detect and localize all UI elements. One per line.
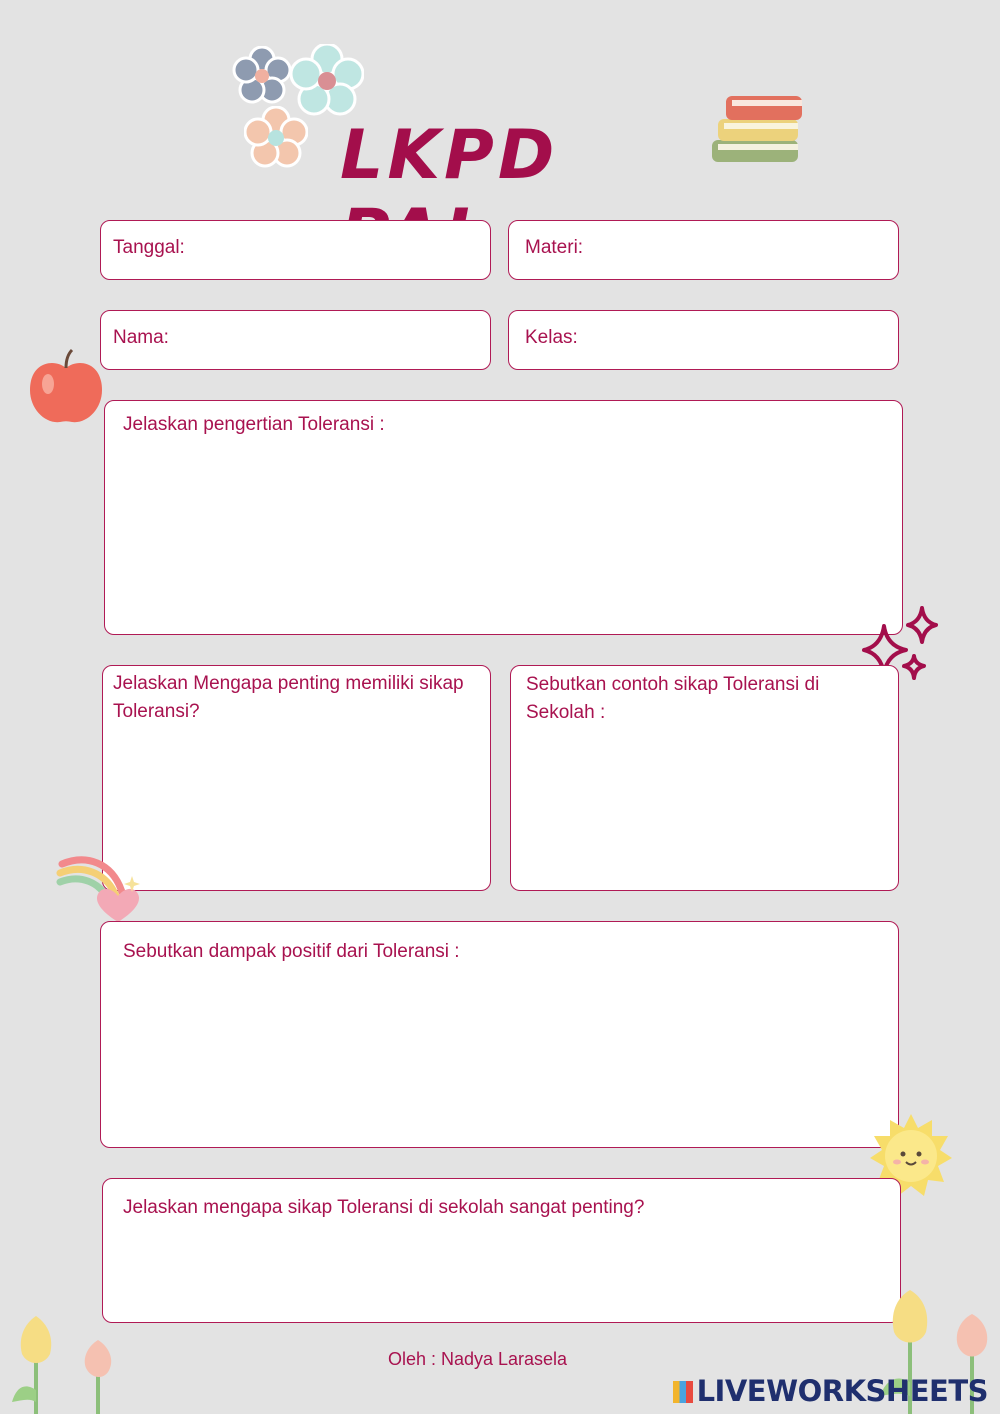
flower-peach-icon [244,106,308,170]
question-4-label: Sebutkan dampak positif dari Toleransi : [123,941,460,962]
question-2-label: Jelaskan Mengapa penting memiliki sikap Toleransi? [113,673,464,722]
question-1-label: Jelaskan pengertian Toleransi : [123,414,385,435]
tanggal-label: Tanggal: [113,237,185,258]
nama-label: Nama: [113,327,169,348]
materi-box [508,220,899,280]
kelas-label: Kelas: [525,327,578,348]
question-2-answer[interactable] [115,732,479,881]
nama-box [100,310,491,370]
tanggal-field[interactable] [201,236,485,264]
question-3-answer[interactable] [526,732,885,881]
question-3-box [510,665,899,891]
liveworksheets-logo-icon [673,1381,693,1403]
question-5-answer[interactable] [123,1231,887,1315]
watermark-text: LIVEWORKSHEETS [696,1374,988,1408]
footer-author: Oleh : Nadya Larasela [387,1349,568,1369]
question-5-box [102,1178,901,1323]
question-2-box [102,665,491,891]
page-title: LKPD [340,116,559,195]
flower-blue-gray-icon [232,46,292,106]
nama-field[interactable] [187,326,486,354]
books-icon [706,92,806,170]
kelas-box [508,310,899,370]
question-4-answer[interactable] [123,976,882,1138]
materi-field[interactable] [605,236,894,264]
question-1-answer[interactable] [123,447,887,626]
apple-icon [24,348,108,426]
question-5-label: Jelaskan mengapa sikap Toleransi di sekolah sangat penting? [123,1197,645,1218]
materi-label: Materi: [525,237,584,258]
liveworksheets-watermark [673,1374,988,1408]
kelas-field[interactable] [595,326,894,354]
question-3-label: Sebutkan contoh sikap Toleransi di Sekolah : [526,674,820,723]
question-1-box [104,400,903,635]
rainbow-heart-icon [56,852,146,926]
question-4-box [100,921,899,1148]
tanggal-box [100,220,491,280]
